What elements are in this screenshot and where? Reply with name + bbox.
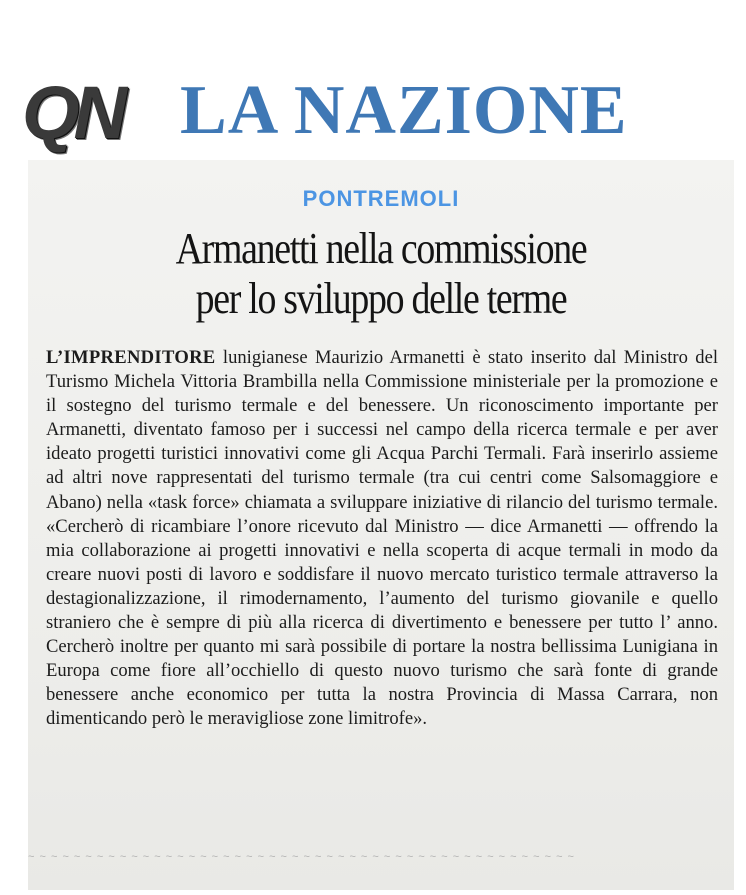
cropped-next-line: ~ ~ ~ ~ ~ ~ ~ ~ ~ ~ ~ ~ ~ ~ ~ ~ ~ ~ ~ ~ ~ ~ ~ ~ ~ ~ ~ ~ ~ ~ ~ ~ ~ ~ ~ ~ ~ ~ ~ ~ ~ ~ ~ ~ ~ ~ ~ ~: [28, 851, 575, 863]
masthead: [0, 0, 746, 160]
newspaper-name: LA NAZIONE: [180, 72, 628, 149]
qn-logo: QN: [22, 71, 121, 154]
headline: [77, 224, 684, 324]
article-body: [46, 346, 718, 732]
article-body-text: lunigianese Maurizio Armanetti è stato inserito dal Ministro del Turismo Michela Vittoria Brambilla nella Commissione ministeriale per la promozione e il sostegno del turismo termale e del benessere. Un riconoscimento importante per Armanetti, diventato famoso per i successi nel campo della ricerca termale e per aver ideato progetti turistici innovativi come gli Acqua Parchi Termali. Farà inserirlo assieme ad altri nove rappresentati del turismo termale (tra cui centri come Salsomaggiore e Abano) nella «task force» chiamata a sviluppare iniziative di rilancio del turismo termale. «Cercherò di ricambiare l’onore ricevuto dal Ministro — dice Armanetti — offrendo la mia collaborazione ai progetti innovativi e nella scoperta di acque termali in modo da creare nuovi posti di lavoro e soddisfare il nuovo mercato turistico termale attraverso la destagionalizzazione, il rimodernamento, l’aumento del turismo giovanile e quello straniero che è sempre di più alla ricerca di divertimento e benessere per tutto l’ anno. Cercherò inoltre per quanto mi sarà possibile di portare la nostra bellissima Lunigiana in Europa come fiore all’occhiello di questo nuovo turismo che sarà fonte di grande benessere anche economico per tutta la nostra Provincia di Massa Carrara, non dimenticando però le meravigliose zone limitrofe».: [46, 347, 718, 730]
lead-word: L’IMPRENDITORE: [46, 347, 216, 368]
headline-line-2: per lo sviluppo delle terme: [195, 274, 567, 323]
section-label: PONTREMOLI: [302, 186, 460, 211]
headline-line-1: Armanetti nella commissione: [175, 224, 587, 273]
article-clipping: [28, 160, 734, 890]
